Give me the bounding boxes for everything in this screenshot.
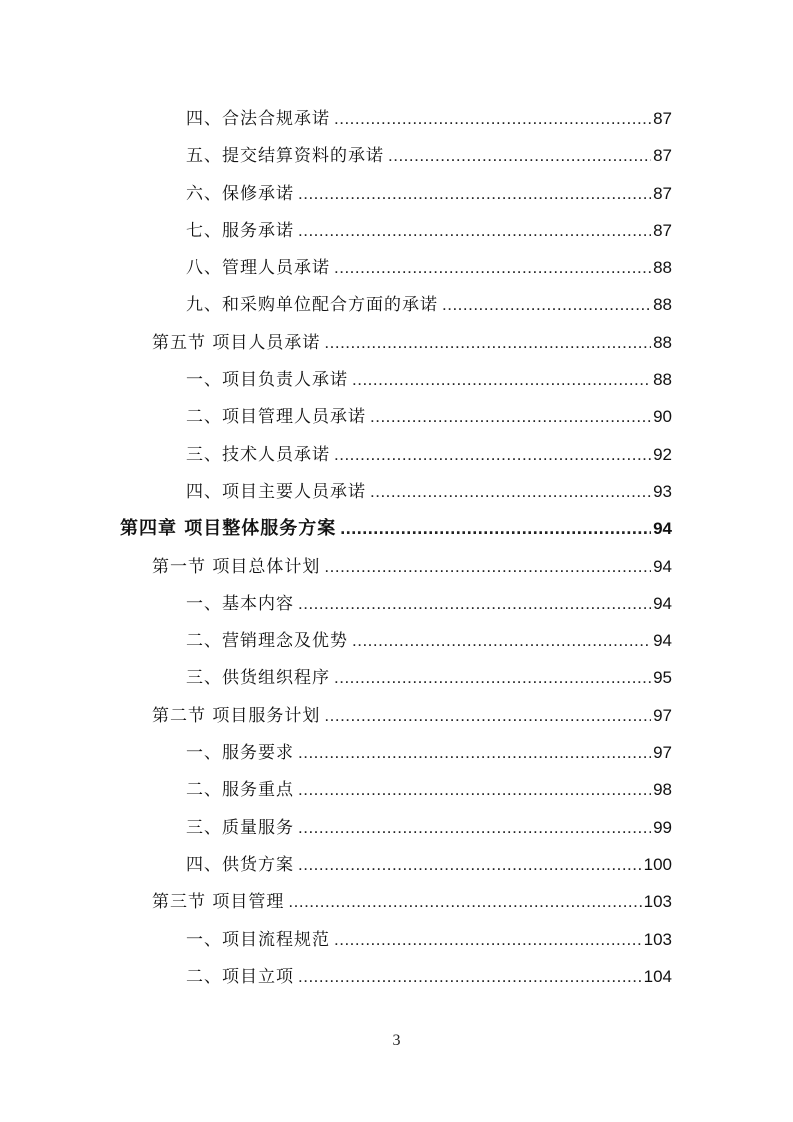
toc-dot-leader bbox=[298, 585, 651, 622]
toc-entry-page: 97 bbox=[653, 705, 672, 725]
toc-dot-leader bbox=[442, 286, 651, 323]
toc-entry-page: 88 bbox=[653, 370, 672, 390]
toc-entry-title: 一、项目流程规范 bbox=[186, 929, 330, 950]
toc-entry-page: 87 bbox=[653, 146, 672, 166]
toc-entry-page: 100 bbox=[643, 854, 672, 874]
toc-dot-leader bbox=[352, 361, 651, 398]
toc-entry-title: 三、质量服务 bbox=[186, 817, 294, 838]
toc-subsection-entry[interactable] bbox=[0, 771, 672, 808]
toc-entry-page: 88 bbox=[653, 295, 672, 315]
toc-entry-page: 104 bbox=[643, 966, 672, 986]
toc-dot-leader bbox=[334, 921, 642, 958]
toc-entry-page: 92 bbox=[653, 444, 672, 464]
toc-entry-page: 97 bbox=[653, 743, 672, 763]
toc-subsection-entry[interactable] bbox=[0, 585, 672, 622]
toc-subsection-entry[interactable] bbox=[0, 175, 672, 212]
toc-entry-title: 三、技术人员承诺 bbox=[186, 444, 330, 465]
toc-entry-page: 94 bbox=[653, 631, 672, 651]
toc-subsection-entry[interactable] bbox=[0, 100, 672, 137]
toc-subsection-entry[interactable] bbox=[0, 809, 672, 846]
toc-entry-page: 88 bbox=[653, 332, 672, 352]
toc-entry-title: 二、服务重点 bbox=[186, 780, 294, 801]
toc-dot-leader bbox=[334, 659, 651, 696]
toc-dot-leader bbox=[334, 249, 651, 286]
toc-dot-leader bbox=[298, 958, 642, 995]
toc-entry-page: 94 bbox=[653, 593, 672, 613]
toc-subsection-entry[interactable] bbox=[0, 212, 672, 249]
toc-dot-leader bbox=[298, 175, 651, 212]
toc-list bbox=[0, 100, 672, 995]
toc-entry-title: 二、项目立项 bbox=[186, 966, 294, 987]
toc-dot-leader bbox=[340, 510, 651, 547]
toc-dot-leader bbox=[370, 398, 651, 435]
toc-entry-page: 87 bbox=[653, 109, 672, 128]
toc-chapter-entry[interactable] bbox=[0, 510, 672, 547]
toc-dot-leader bbox=[298, 212, 651, 249]
toc-entry-title: 四、供货方案 bbox=[186, 854, 294, 875]
toc-entry-title: 第三节 项目管理 bbox=[152, 892, 285, 913]
toc-dot-leader bbox=[370, 473, 651, 510]
toc-section-entry[interactable] bbox=[0, 324, 672, 361]
toc-entry-page: 103 bbox=[643, 929, 672, 949]
toc-entry-title: 一、基本内容 bbox=[186, 593, 294, 614]
toc-entry-page: 90 bbox=[653, 407, 672, 427]
toc-entry-title: 九、和采购单位配合方面的承诺 bbox=[186, 295, 438, 316]
toc-entry-title: 一、项目负责人承诺 bbox=[186, 370, 348, 391]
toc-entry-title: 第二节 项目服务计划 bbox=[152, 705, 321, 726]
toc-dot-leader bbox=[298, 846, 642, 883]
toc-subsection-entry[interactable] bbox=[0, 734, 672, 771]
toc-entry-title: 第五节 项目人员承诺 bbox=[152, 332, 321, 353]
toc-dot-leader bbox=[324, 324, 651, 361]
toc-entry-title: 四、合法合规承诺 bbox=[186, 109, 330, 129]
toc-section-entry[interactable] bbox=[0, 883, 672, 920]
page-number: 3 bbox=[392, 1032, 401, 1049]
toc-subsection-entry[interactable] bbox=[0, 622, 672, 659]
toc-subsection-entry[interactable] bbox=[0, 398, 672, 435]
toc-dot-leader bbox=[288, 883, 641, 920]
toc-subsection-entry[interactable] bbox=[0, 659, 672, 696]
toc-dot-leader bbox=[334, 100, 651, 137]
toc-subsection-entry[interactable] bbox=[0, 846, 672, 883]
toc-entry-page: 103 bbox=[643, 892, 672, 912]
toc-entry-title: 三、供货组织程序 bbox=[186, 668, 330, 689]
toc-entry-title: 八、管理人员承诺 bbox=[186, 258, 330, 279]
toc-dot-leader bbox=[298, 771, 651, 808]
toc-entry-title: 二、项目管理人员承诺 bbox=[186, 407, 366, 428]
toc-subsection-entry[interactable] bbox=[0, 436, 672, 473]
toc-dot-leader bbox=[298, 734, 651, 771]
toc-section-entry[interactable] bbox=[0, 697, 672, 734]
toc-entry-title: 一、服务要求 bbox=[186, 743, 294, 764]
toc-subsection-entry[interactable] bbox=[0, 361, 672, 398]
toc-subsection-entry[interactable] bbox=[0, 473, 672, 510]
toc-entry-page: 94 bbox=[653, 519, 672, 539]
toc-subsection-entry[interactable] bbox=[0, 249, 672, 286]
toc-subsection-entry[interactable] bbox=[0, 286, 672, 323]
toc-dot-leader bbox=[334, 436, 651, 473]
toc-entry-title: 六、保修承诺 bbox=[186, 183, 294, 204]
toc-entry-title: 七、服务承诺 bbox=[186, 220, 294, 241]
toc-entry-page: 87 bbox=[653, 183, 672, 203]
toc-entry-title: 五、提交结算资料的承诺 bbox=[186, 146, 384, 167]
toc-entry-page: 99 bbox=[653, 817, 672, 837]
toc-entry-title: 第一节 项目总体计划 bbox=[152, 556, 321, 577]
toc-subsection-entry[interactable] bbox=[0, 958, 672, 995]
toc-entry-page: 94 bbox=[653, 556, 672, 576]
toc-dot-leader bbox=[324, 697, 651, 734]
toc-subsection-entry[interactable] bbox=[0, 137, 672, 174]
table-of-contents bbox=[0, 100, 793, 995]
toc-dot-leader bbox=[388, 137, 651, 174]
toc-entry-page: 98 bbox=[653, 780, 672, 800]
toc-subsection-entry[interactable] bbox=[0, 921, 672, 958]
toc-entry-page: 95 bbox=[653, 668, 672, 688]
toc-entry-title: 二、营销理念及优势 bbox=[186, 631, 348, 652]
toc-dot-leader bbox=[352, 622, 651, 659]
toc-entry-title: 第四章 项目整体服务方案 bbox=[120, 518, 337, 540]
toc-entry-page: 93 bbox=[653, 481, 672, 501]
toc-entry-page: 88 bbox=[653, 258, 672, 278]
toc-dot-leader bbox=[324, 548, 651, 585]
toc-section-entry[interactable] bbox=[0, 548, 672, 585]
toc-dot-leader bbox=[298, 809, 651, 846]
toc-entry-title: 四、项目主要人员承诺 bbox=[186, 481, 366, 502]
toc-entry-page: 87 bbox=[653, 220, 672, 240]
